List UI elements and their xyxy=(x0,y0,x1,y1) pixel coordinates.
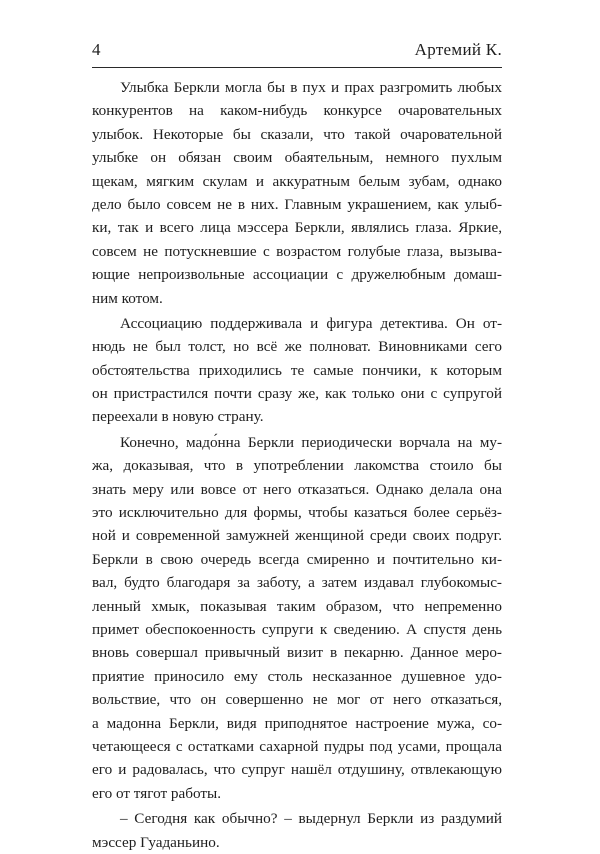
text-line: он пристрастился почти сразу же, как только они с супругой xyxy=(92,385,502,403)
text-line: переехали в новую страну. xyxy=(92,408,264,426)
text-line: примет обеспокоенность супруги к сведению. А спустя день xyxy=(92,620,502,638)
text-line: Улыбка Беркли могла бы в пух и прах разгромить любых xyxy=(120,79,502,96)
page-number: 4 xyxy=(92,40,101,59)
text-line: ним котом. xyxy=(92,289,163,307)
text-line: дело было совсем не в них. Главным украшением, как улыб- xyxy=(92,195,502,213)
text-line: – Сегодня как обычно? – выдернул Беркли из раздумий xyxy=(120,810,502,828)
text-line: вольствие, что он совершенно не мог от него отказаться, xyxy=(92,691,502,709)
text-line: жа, доказывая, что в употреблении лакомства стоило бы xyxy=(92,457,502,475)
text-line: это исключительно для формы, чтобы казаться более серьёз- xyxy=(92,504,502,522)
text-line: ющие непроизвольные ассоциации с дружелюбным домаш- xyxy=(92,266,502,284)
text-line: улыбок. Некоторые бы сказали, что такой очаровательной xyxy=(92,125,502,143)
text-line: Беркли в свою очередь всегда смиренно и почтительно ки- xyxy=(92,550,502,568)
running-head xyxy=(92,38,502,62)
text-line: ленный хмык, показывая таким образом, что непременно xyxy=(92,597,502,615)
text-line: вновь совершал привычный визит в пекарню. Данное меро- xyxy=(92,644,502,662)
text-line: ной и современной замужней женщиной среди своих подруг. xyxy=(92,527,502,545)
text-line: ки, так и всего лица мэссера Беркли, являлись глаза. Яркие, xyxy=(92,219,502,237)
text-line: щекам, мягким скулам и аккуратным белым зубам, однако xyxy=(92,172,502,190)
text-line: Ассоциацию поддерживала и фигура детектива. Он от- xyxy=(120,314,502,332)
text-line: его и радовалась, что супруг нашёл отдушину, отвлекающую xyxy=(92,761,502,779)
body-text xyxy=(92,76,502,854)
paragraph xyxy=(92,76,502,310)
header-rule xyxy=(92,67,502,68)
paragraph xyxy=(92,807,502,854)
text-line: вал, будто благодаря за заботу, а затем издавал глубокомыс- xyxy=(92,574,502,592)
text-line: знать меру или вовсе от него отказаться. Однако делала она xyxy=(92,480,502,498)
text-line: обстоятельства приходились те самые пончики, к которым xyxy=(92,361,502,379)
text-line: Конечно, мадо́нна Беркли периодически ворчала на му- xyxy=(120,433,502,451)
text-line: совсем не потускневшие с возрастом голубые глаза, вызыва- xyxy=(92,242,502,260)
text-line: конкурентов на каком-нибудь конкурсе очаровательных xyxy=(92,102,502,120)
text-line: четающееся с остатками сахарной пудры под усами, прощала xyxy=(92,737,502,755)
text-line: а мадонна Беркли, видя приподнятое настроение мужа, со- xyxy=(92,714,502,732)
text-line: приятие приносило ему столь несказанное душевное удо- xyxy=(92,667,502,685)
text-line: улыбке он обязан своим обаятельным, немного пухлым xyxy=(92,149,502,167)
text-line: нюдь не был толст, но всё же полноват. Виновниками сего xyxy=(92,338,502,356)
running-title: Артемий К. xyxy=(414,40,502,59)
text-line: его от тягот работы. xyxy=(92,784,222,802)
paragraph xyxy=(92,431,502,805)
text-line: мэссер Гуаданьино. xyxy=(92,833,220,851)
paragraph xyxy=(92,312,502,429)
